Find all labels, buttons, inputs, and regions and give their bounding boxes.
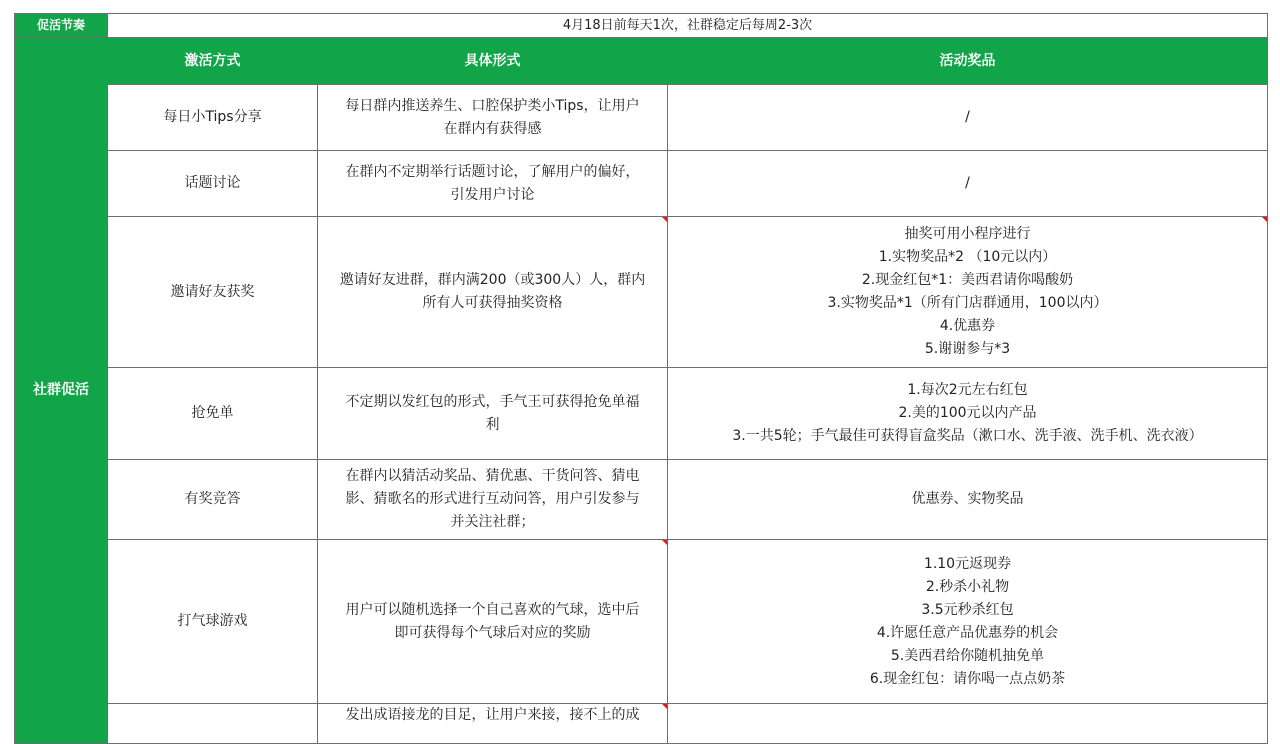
text-line: 6.现金红包：请你喝一点点奶茶 bbox=[869, 670, 1066, 687]
text-line: / bbox=[965, 175, 970, 191]
table-row bbox=[15, 540, 1268, 704]
prize-cell[interactable] bbox=[668, 460, 1268, 540]
form-cell[interactable] bbox=[318, 704, 668, 744]
text-line: 优惠券、实物奖品 bbox=[911, 491, 1024, 507]
form-cell[interactable] bbox=[318, 151, 668, 217]
activation-table bbox=[14, 13, 1268, 744]
header-prize[interactable]: 活动奖品 bbox=[668, 38, 1268, 85]
method-cell[interactable]: 话题讨论 bbox=[108, 151, 318, 217]
text-line: 2.秒杀小礼物 bbox=[925, 578, 1010, 595]
text-line: 影、猜歌名的形式进行互动问答，用户引发参与 bbox=[345, 491, 640, 507]
table-row bbox=[15, 368, 1268, 460]
text-line: 5.谢谢参与*3 bbox=[924, 341, 1011, 357]
text-line: 3.一共5轮；手气最佳可获得盲盒奖品（漱口水、洗手液、洗手机、洗衣液） bbox=[732, 428, 1203, 444]
schedule-value[interactable]: 4月18日前每天1次，社群稳定后每周2-3次 bbox=[108, 14, 1268, 38]
table-row bbox=[15, 151, 1268, 217]
text-line: 抽奖可用小程序进行 bbox=[904, 226, 1031, 242]
text-line: 所有人可获得抽奖资格 bbox=[422, 295, 563, 311]
prize-cell[interactable] bbox=[668, 217, 1268, 368]
method-cell[interactable]: 有奖竞答 bbox=[108, 460, 318, 540]
text-line: 1.实物奖品*2 （10元以内） bbox=[878, 249, 1057, 265]
table-row bbox=[15, 85, 1268, 151]
table-row bbox=[15, 460, 1268, 540]
form-cell[interactable] bbox=[318, 540, 668, 704]
text-line: 2.美的100元以内产品 bbox=[898, 405, 1037, 421]
method-cell[interactable]: 每日小Tips分享 bbox=[108, 85, 318, 151]
text-line: 1.10元返现券 bbox=[923, 555, 1012, 572]
section-label[interactable]: 社群促活 bbox=[15, 38, 108, 744]
spreadsheet bbox=[14, 13, 1267, 744]
text-line: 2.现金红包*1：美西君请你喝酸奶 bbox=[861, 272, 1074, 288]
text-line: 4.许愿任意产品优惠券的机会 bbox=[876, 624, 1059, 641]
text-line: 发出成语接龙的目足，让用户来接，接不上的成 bbox=[345, 707, 640, 723]
text-line: 在群内以猜活动奖品、猜优惠、干货问答、猜电 bbox=[345, 468, 640, 484]
text-line: 4.优惠券 bbox=[939, 318, 996, 334]
prize-cell[interactable] bbox=[668, 368, 1268, 460]
text-line: 5.美西君给你随机抽免单 bbox=[890, 647, 1045, 664]
text-line: 不定期以发红包的形式，手气王可获得抢免单福 bbox=[345, 393, 640, 410]
method-cell[interactable] bbox=[108, 704, 318, 744]
schedule-label[interactable]: 促活节奏 bbox=[15, 14, 108, 38]
prize-cell[interactable] bbox=[668, 704, 1268, 744]
text-line: 邀请好友进群，群内满200（或300人）人，群内 bbox=[339, 272, 646, 288]
header-row bbox=[15, 38, 1268, 85]
text-line: 引发用户讨论 bbox=[450, 186, 535, 203]
text-line: 3.5元秒杀红包 bbox=[921, 601, 1014, 618]
text-line: 每日群内推送养生、口腔保护类小Tips，让用户 bbox=[345, 97, 640, 114]
method-cell[interactable]: 打气球游戏 bbox=[108, 540, 318, 704]
form-cell[interactable] bbox=[318, 460, 668, 540]
text-line: 3.实物奖品*1（所有门店群通用，100以内） bbox=[827, 295, 1108, 311]
prize-cell[interactable] bbox=[668, 85, 1268, 151]
text-line: 利 bbox=[485, 416, 500, 433]
prize-cell[interactable] bbox=[668, 151, 1268, 217]
text-line: 即可获得每个气球后对应的奖励 bbox=[394, 624, 591, 641]
method-cell[interactable]: 抢免单 bbox=[108, 368, 318, 460]
form-cell[interactable] bbox=[318, 85, 668, 151]
header-method[interactable]: 激活方式 bbox=[108, 38, 318, 85]
table-row bbox=[15, 217, 1268, 368]
form-cell[interactable] bbox=[318, 368, 668, 460]
form-cell[interactable] bbox=[318, 217, 668, 368]
table-row bbox=[15, 704, 1268, 744]
text-line: / bbox=[965, 109, 970, 125]
method-cell[interactable]: 邀请好友获奖 bbox=[108, 217, 318, 368]
text-line: 在群内不定期举行话题讨论，了解用户的偏好， bbox=[345, 163, 640, 180]
text-line: 1.每次2元左右红包 bbox=[907, 382, 1028, 398]
text-line: 并关注社群； bbox=[450, 514, 535, 530]
text-line: 在群内有获得感 bbox=[443, 120, 542, 137]
text-line: 用户可以随机选择一个自己喜欢的气球，选中后 bbox=[345, 601, 640, 618]
header-form[interactable]: 具体形式 bbox=[318, 38, 668, 85]
prize-cell[interactable] bbox=[668, 540, 1268, 704]
schedule-row bbox=[15, 14, 1268, 38]
